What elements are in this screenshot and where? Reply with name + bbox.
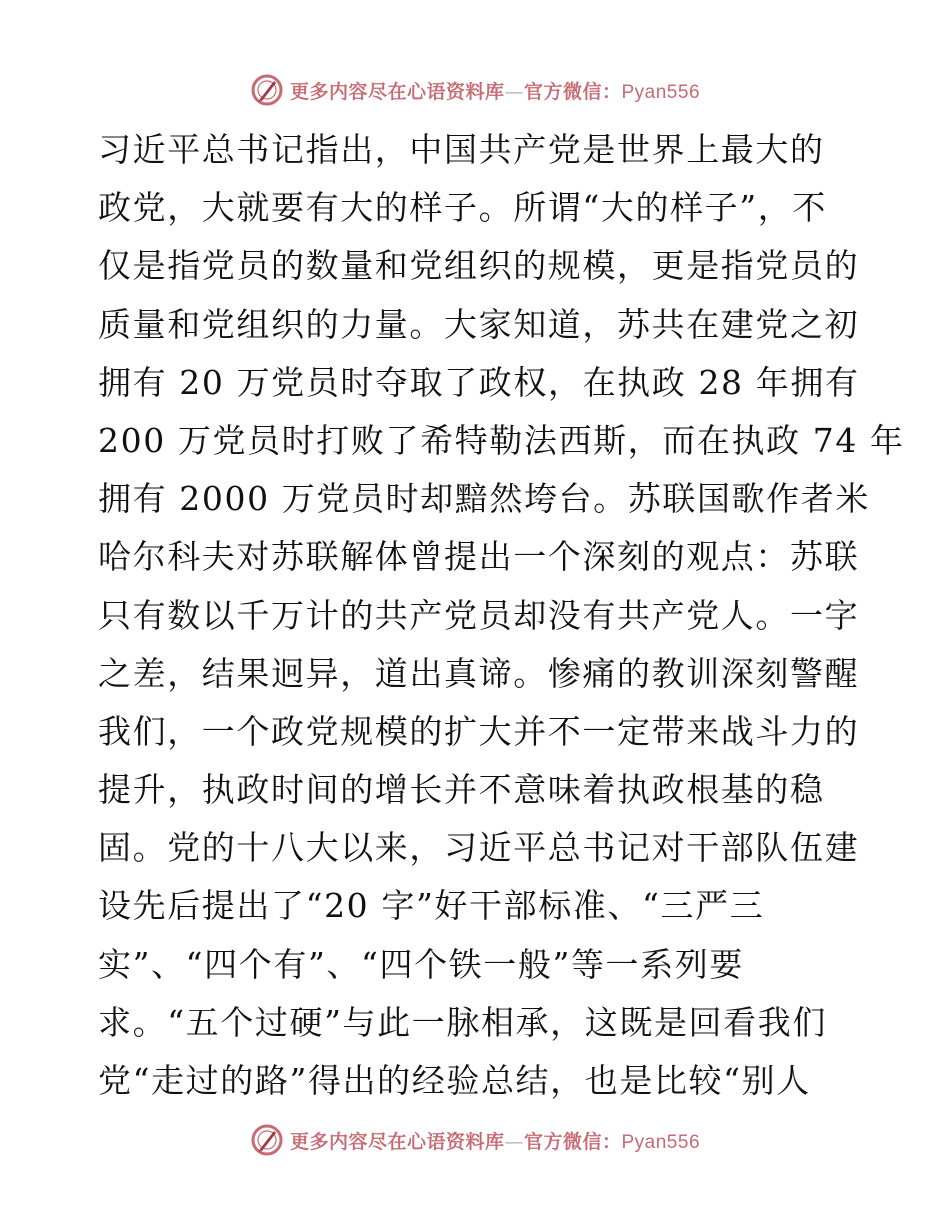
text-line: 习近平总书记指出，中国共产党是世界上最大的 xyxy=(98,130,825,169)
text-line: 求。“五个过硬”与此一脉相承，这既是回看我们 xyxy=(98,1002,827,1042)
text-line: 党“走过的路”得出的经验总结，也是比较“别人 xyxy=(98,1061,811,1100)
text-line: 之差，结果迥异，道出真谛。惨痛的教训深刻警醒 xyxy=(98,653,860,693)
quill-seal-icon xyxy=(250,1123,284,1157)
body-paragraph xyxy=(98,121,905,1110)
text-line: 质量和党组织的力量。大家知道，苏共在建党之初 xyxy=(98,304,860,344)
quill-seal-icon xyxy=(250,73,284,107)
text-line: 哈尔科夫对苏联解体曾提出一个深刻的观点：苏联 xyxy=(98,537,860,577)
text-line: 拥有 20 万党员时夺取了政权，在执政 28 年拥有 xyxy=(98,362,860,402)
text-line: 我们，一个政党规模的扩大并不一定带来战斗力的 xyxy=(98,711,860,751)
text-line: 设先后提出了“20 字”好干部标准、“三严三 xyxy=(98,886,765,926)
footer-watermark xyxy=(0,1120,950,1160)
text-line: 只有数以千万计的共产党员却没有共产党人。一字 xyxy=(98,595,860,635)
text-line: 拥有 2000 万党员时却黯然垮台。苏联国歌作者米 xyxy=(98,479,870,519)
text-line: 固。党的十八大以来，习近平总书记对干部队伍建 xyxy=(98,828,860,868)
text-line: 提升，执政时间的增长并不意味着执政根基的稳 xyxy=(98,770,825,810)
text-line: 实”、“四个有”、“四个铁一般”等一系列要 xyxy=(98,944,744,984)
watermark-text: 更多内容尽在心语资料库—官方微信：Pyan556 xyxy=(289,80,701,103)
watermark-text: 更多内容尽在心语资料库—官方微信：Pyan556 xyxy=(289,1130,701,1153)
text-line: 仅是指党员的数量和党组织的规模，更是指党员的 xyxy=(98,246,860,286)
text-line: 200 万党员时打败了希特勒法西斯，而在执政 74 年 xyxy=(98,420,905,460)
header-watermark xyxy=(0,70,950,110)
text-line: 政党，大就要有大的样子。所谓“大的样子”，不 xyxy=(98,188,827,228)
